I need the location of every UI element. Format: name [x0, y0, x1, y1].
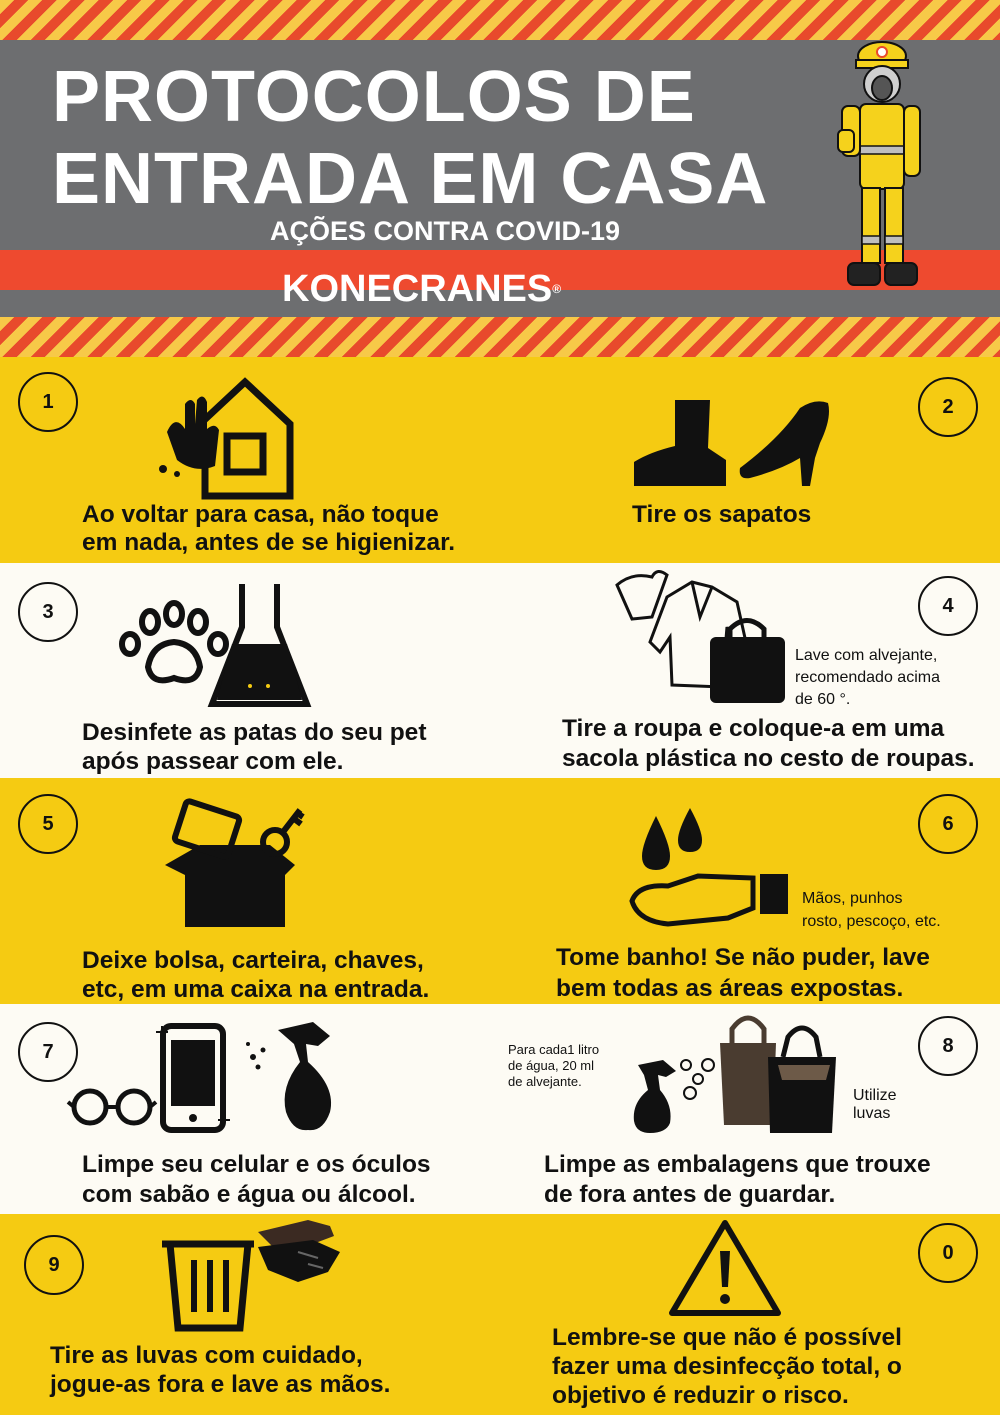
step-8-note-line2: de água, 20 ml	[508, 1058, 595, 1073]
phone-glasses-icon	[68, 1012, 368, 1136]
trash-gloves-icon	[158, 1212, 348, 1337]
step-6-text-line2: bem todas as áreas expostas.	[556, 975, 904, 1002]
step-0-text-line1: Lembre-se que não é possível	[552, 1324, 902, 1351]
shoes-icon	[630, 398, 840, 490]
step-9-text-line1: Tire as luvas com cuidado,	[50, 1342, 363, 1369]
step-7-text-line2: com sabão e água ou álcool.	[82, 1181, 416, 1208]
step-4-text-line2: sacola plástica no cesto de roupas.	[562, 745, 975, 772]
step-1-text-line2: em nada, antes de se higienizar.	[82, 529, 456, 556]
step-6-text-line1: Tome banho! Se não puder, lave	[556, 944, 930, 971]
step-4-note-line2: recomendado acima	[795, 669, 940, 686]
page-subtitle: AÇÕES CONTRA COVID-19	[269, 216, 621, 246]
step-4-note-line3: de 60 °.	[795, 691, 851, 708]
step-8-note2-line2: luvas	[853, 1105, 891, 1122]
step-9-text-line2: jogue-as fora e lave as mãos.	[50, 1371, 391, 1398]
step-8-text-line1: Limpe as embalagens que trouxe	[544, 1151, 931, 1178]
registered-mark: ®	[552, 282, 562, 296]
step-6-note-line2: rosto, pescoço, etc.	[802, 913, 941, 930]
step-3-text-line2: após passear com ele.	[82, 748, 344, 775]
box-keys-icon	[155, 790, 305, 930]
brand-logo-text: KONECRANES	[282, 268, 553, 310]
step-8-note2-line1: Utilize	[853, 1087, 897, 1104]
clothes-bag-icon	[612, 567, 792, 707]
step-8-number: 8	[918, 1016, 978, 1076]
step-0-text-line2: fazer uma desinfecção total, o	[552, 1353, 902, 1380]
step-8-text-line2: de fora antes de guardar.	[544, 1181, 836, 1208]
step-5-text-line1: Deixe bolsa, carteira, chaves,	[82, 947, 424, 974]
step-5-number: 5	[18, 794, 78, 854]
step-1-text-line1: Ao voltar para casa, não toque	[82, 501, 439, 528]
step-2-text-line1: Tire os sapatos	[632, 501, 812, 528]
spray-bags-icon	[628, 1005, 848, 1137]
step-5-text-line2: etc, em uma caixa na entrada.	[82, 976, 430, 1003]
paw-flask-icon	[112, 582, 312, 712]
step-2-number: 2	[918, 377, 978, 437]
step-1-number: 1	[18, 372, 78, 432]
step-8-note-line1: Para cada1 litro	[508, 1042, 600, 1057]
step-4-note-line1: Lave com alvejante,	[795, 647, 938, 664]
hand-house-icon	[155, 374, 295, 499]
warning-icon	[668, 1217, 783, 1317]
step-7-number: 7	[18, 1022, 78, 1082]
page-title-line1: PROTOCOLOS DE	[52, 57, 696, 137]
step-9-number: 9	[24, 1235, 84, 1295]
bottom-stripes	[0, 317, 1000, 357]
top-stripes	[0, 0, 1000, 40]
brand-logo	[282, 267, 561, 311]
step-3-text-line1: Desinfete as patas do seu pet	[82, 719, 427, 746]
hand-drops-icon	[628, 806, 793, 931]
step-6-number: 6	[918, 794, 978, 854]
step-8-note-line3: de alvejante.	[508, 1074, 582, 1089]
step-6-note-line1: Mãos, punhos	[802, 890, 903, 907]
step-7-text-line1: Limpe seu celular e os óculos	[82, 1151, 431, 1178]
header-banner	[0, 40, 1000, 317]
step-0-number: 0	[918, 1223, 978, 1283]
firefighter-mascot-icon	[830, 38, 930, 313]
step-4-text-line1: Tire a roupa e coloque-a em uma	[562, 715, 945, 742]
step-3-number: 3	[18, 582, 78, 642]
step-4-number: 4	[918, 576, 978, 636]
step-0-text-line3: objetivo é reduzir o risco.	[552, 1382, 849, 1409]
page-title-line2: ENTRADA EM CASA	[52, 139, 769, 219]
